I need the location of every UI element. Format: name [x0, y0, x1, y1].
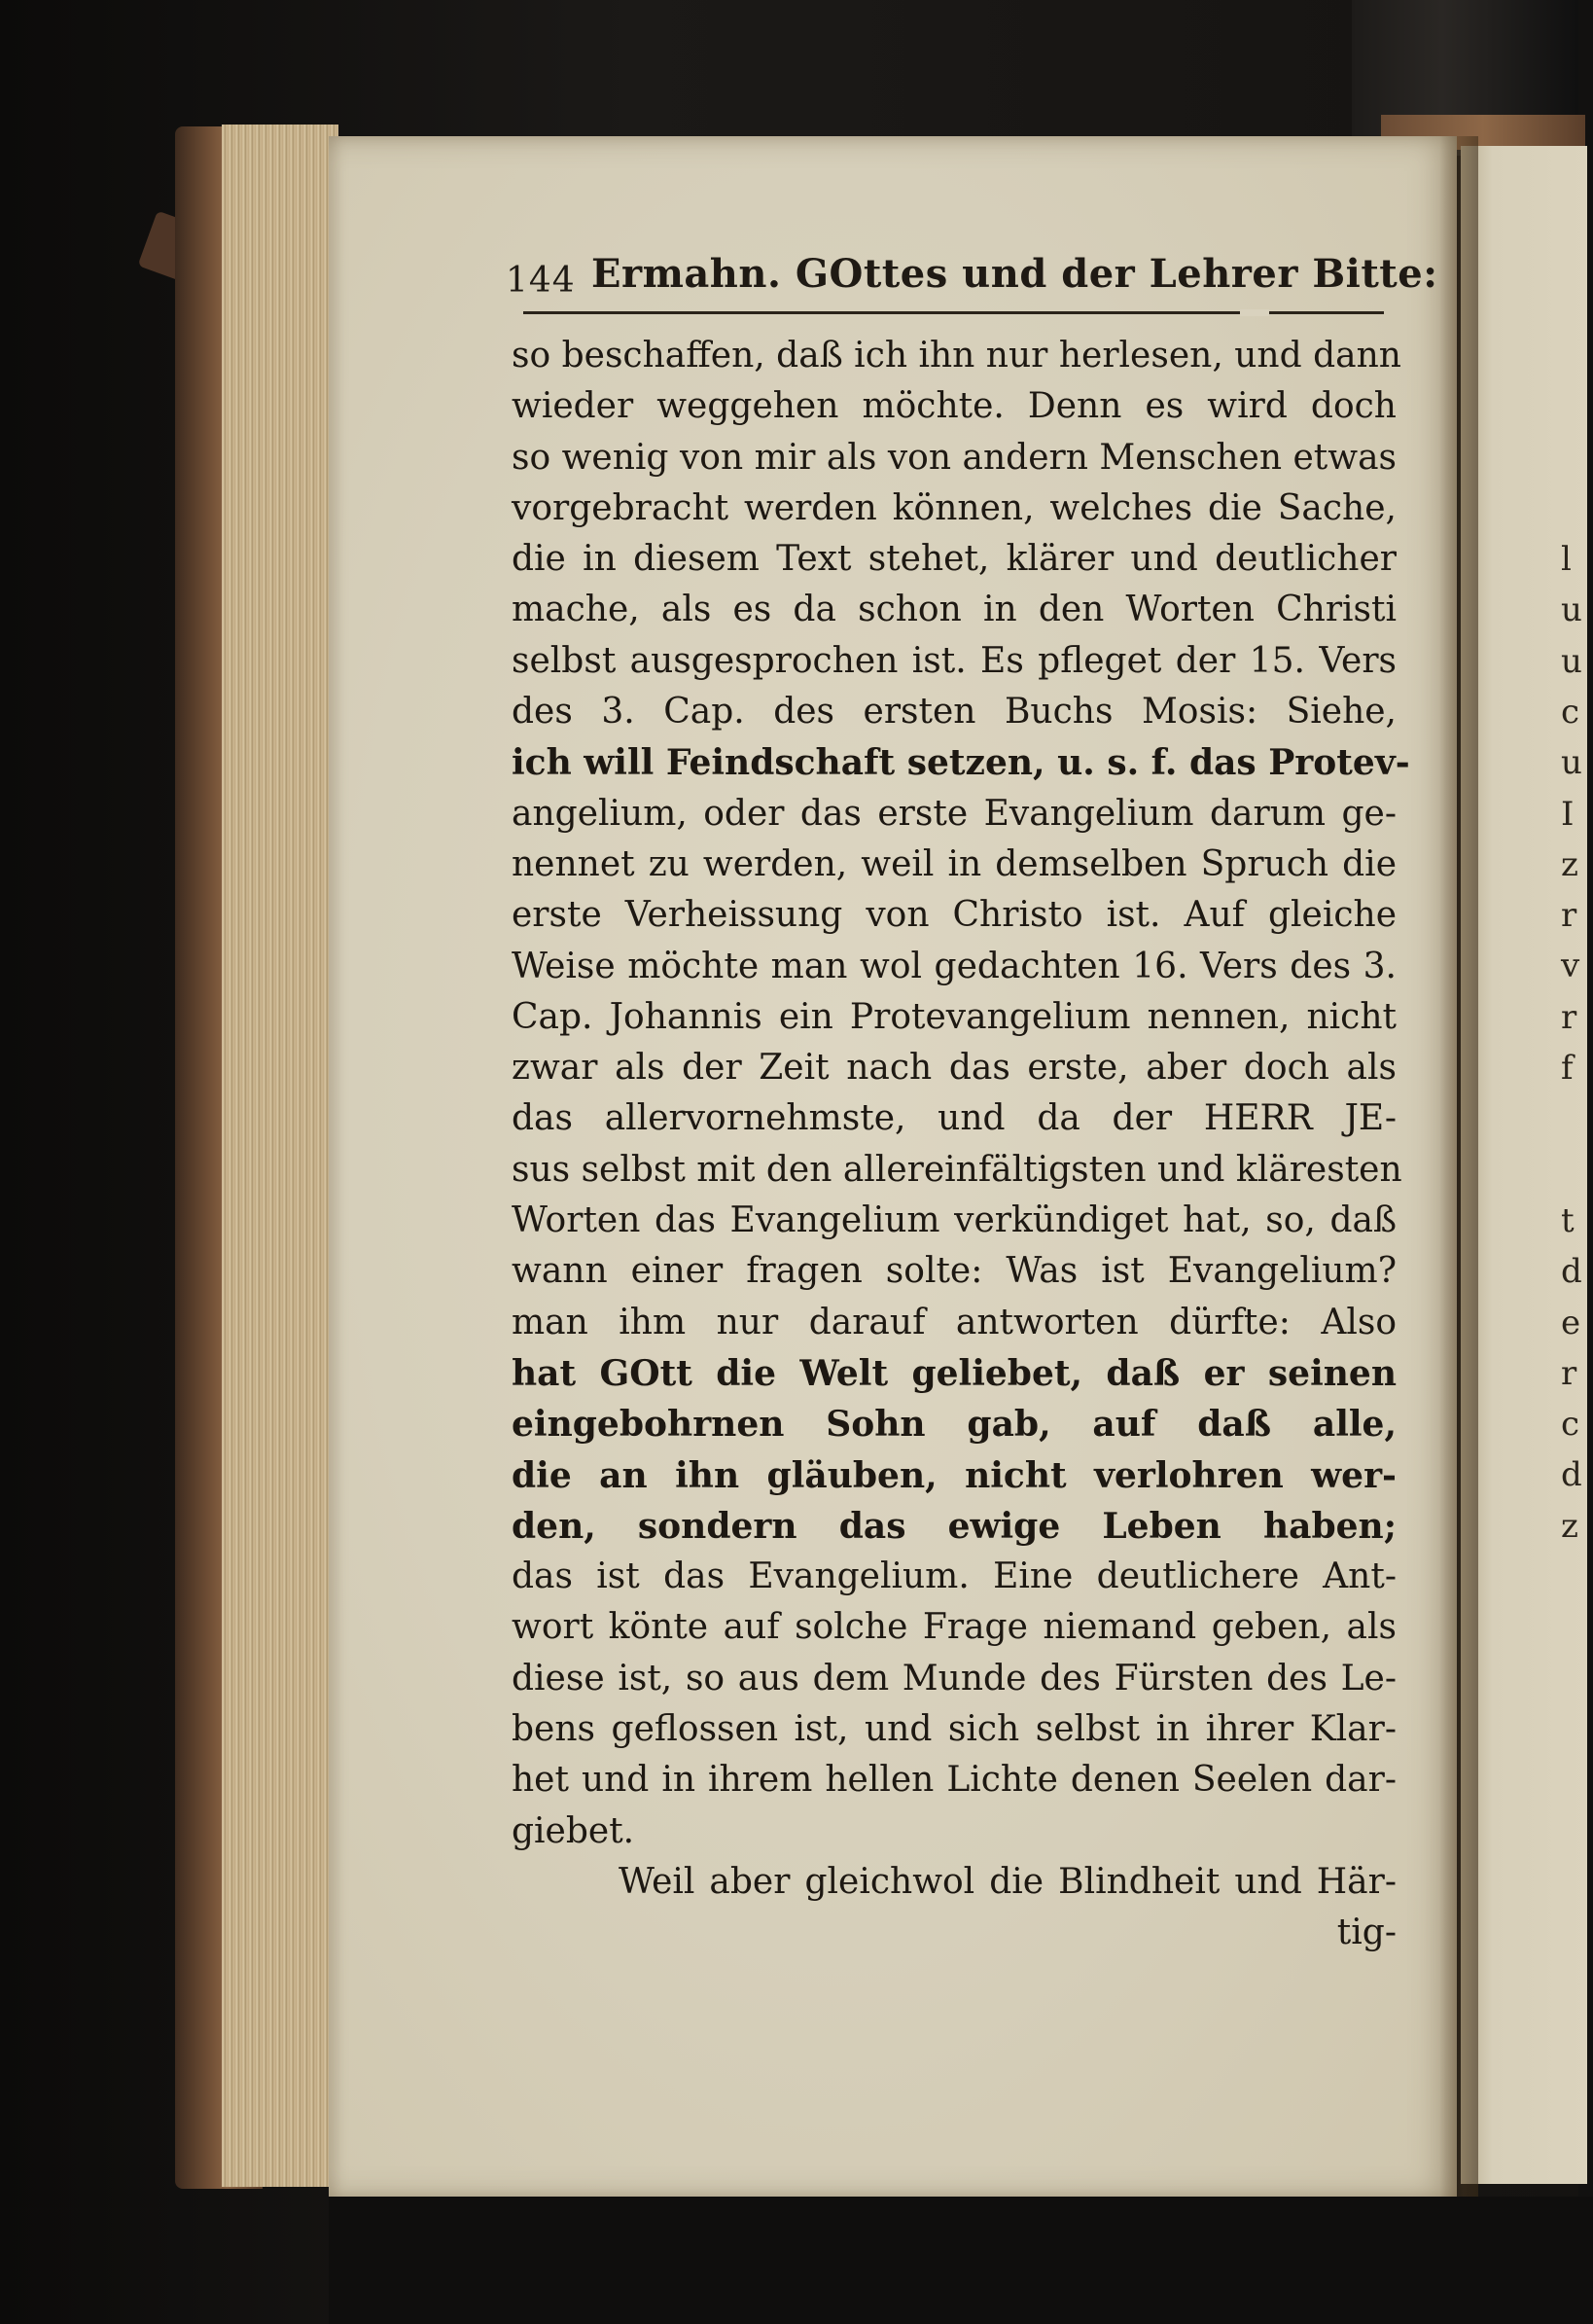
catchword: tig- — [1336, 1913, 1397, 1953]
text-line: diese ist, so aus dem Munde des Fürsten des Le- — [512, 1658, 1397, 1698]
text-line: die an ihn gläuben, nicht verlohren wer- — [512, 1454, 1397, 1496]
text-line: ich will Feindschaft setzen, u. s. f. das Protev- — [512, 742, 1410, 784]
right-page-fragment: d — [1561, 1455, 1582, 1495]
right-page-fragment: f — [1561, 1049, 1574, 1088]
text-line: wieder weggehen möchte. Denn es wird doch — [512, 386, 1397, 427]
text-line: eingebohrnen Sohn gab, auf daß alle, — [512, 1404, 1397, 1446]
page-header — [506, 251, 1438, 309]
right-page-fragment: c — [1561, 692, 1580, 732]
text-line: des 3. Cap. des ersten Buchs Mosis: Siehe, — [512, 692, 1397, 733]
page-edges — [222, 125, 338, 2187]
right-page-fragment: v — [1561, 947, 1580, 986]
text-line: bens geflossen ist, und sich selbst in ihrer Klar- — [512, 1709, 1397, 1750]
text-line: Worten das Evangelium verkündiget hat, so, daß — [512, 1200, 1397, 1241]
page-number: 144 — [506, 261, 576, 301]
text-line: so wenig von mir als von andern Menschen etwas — [512, 437, 1397, 478]
text-line: Weise möchte man wol gedachten 16. Vers des 3. — [512, 946, 1397, 986]
text-line: wort könte auf solche Frage niemand geben, als — [512, 1607, 1397, 1648]
right-page-fragment: u — [1561, 743, 1582, 783]
body-text — [512, 331, 1410, 1959]
text-line: mache, als es da schon in den Worten Christi — [512, 590, 1397, 630]
text-line: erste Verheissung von Christo ist. Auf gleiche — [512, 895, 1397, 936]
text-line: die in diesem Text stehet, klärer und deutlicher — [512, 539, 1397, 580]
text-line: hat GOtt die Welt geliebet, daß er seinen — [512, 1352, 1397, 1394]
right-page-fragment: r — [1561, 1353, 1577, 1393]
header-rule-gap — [1240, 309, 1269, 316]
right-page-fragment: I — [1561, 794, 1575, 834]
text-line: das allervornehmste, und da der HERR JE- — [512, 1098, 1397, 1139]
right-page-fragment: e — [1561, 1303, 1581, 1342]
text-line: nennet zu werden, weil in demselben Spruch die — [512, 843, 1397, 884]
text-line: wann einer fragen solte: Was ist Evangelium? — [512, 1251, 1397, 1292]
right-page-fragment: u — [1561, 641, 1582, 681]
text-line: angelium, oder das erste Evangelium darum ge- — [512, 793, 1397, 834]
text-line: den, sondern das ewige Leben haben; — [512, 1505, 1397, 1547]
text-line: so beschaffen, daß ich ihn nur herlesen, und dann — [512, 336, 1401, 375]
right-page — [1461, 146, 1587, 2184]
text-line: sus selbst mit den allereinfältigsten und kläresten — [512, 1149, 1402, 1190]
right-page-fragment: r — [1561, 896, 1577, 936]
right-page-fragment: l — [1561, 540, 1572, 579]
right-page-fragment: t — [1561, 1200, 1575, 1240]
text-line: vorgebracht werden können, welches die Sache, — [512, 487, 1397, 528]
page-gutter — [1439, 136, 1478, 2199]
text-line: man ihm nur darauf antworten dürfte: Also — [512, 1302, 1397, 1342]
text-line: zwar als der Zeit nach das erste, aber doch als — [512, 1048, 1397, 1089]
right-page-fragment: u — [1561, 590, 1582, 630]
text-line: das ist das Evangelium. Eine deutlichere Ant- — [512, 1556, 1397, 1597]
bottom-shadow — [329, 2197, 1593, 2324]
text-line: giebet. — [512, 1810, 635, 1851]
text-line: Cap. Johannis ein Protevangelium nennen, nicht — [512, 996, 1397, 1037]
right-page-fragment: z — [1561, 844, 1578, 884]
running-title: Ermahn. GOttes und der Lehrer Bitte: — [591, 251, 1438, 297]
text-line: selbst ausgesprochen ist. Es pfleget der 15. Vers — [512, 640, 1397, 681]
text-line: het und in ihrem hellen Lichte denen Seelen dar- — [512, 1760, 1397, 1801]
text-line: Weil aber gleichwol die Blindheit und Här- — [619, 1861, 1397, 1902]
right-page-fragment: z — [1561, 1506, 1578, 1546]
right-page-fragment: r — [1561, 997, 1577, 1037]
right-page-fragment: d — [1561, 1252, 1582, 1292]
right-page-fragment: c — [1561, 1405, 1580, 1445]
